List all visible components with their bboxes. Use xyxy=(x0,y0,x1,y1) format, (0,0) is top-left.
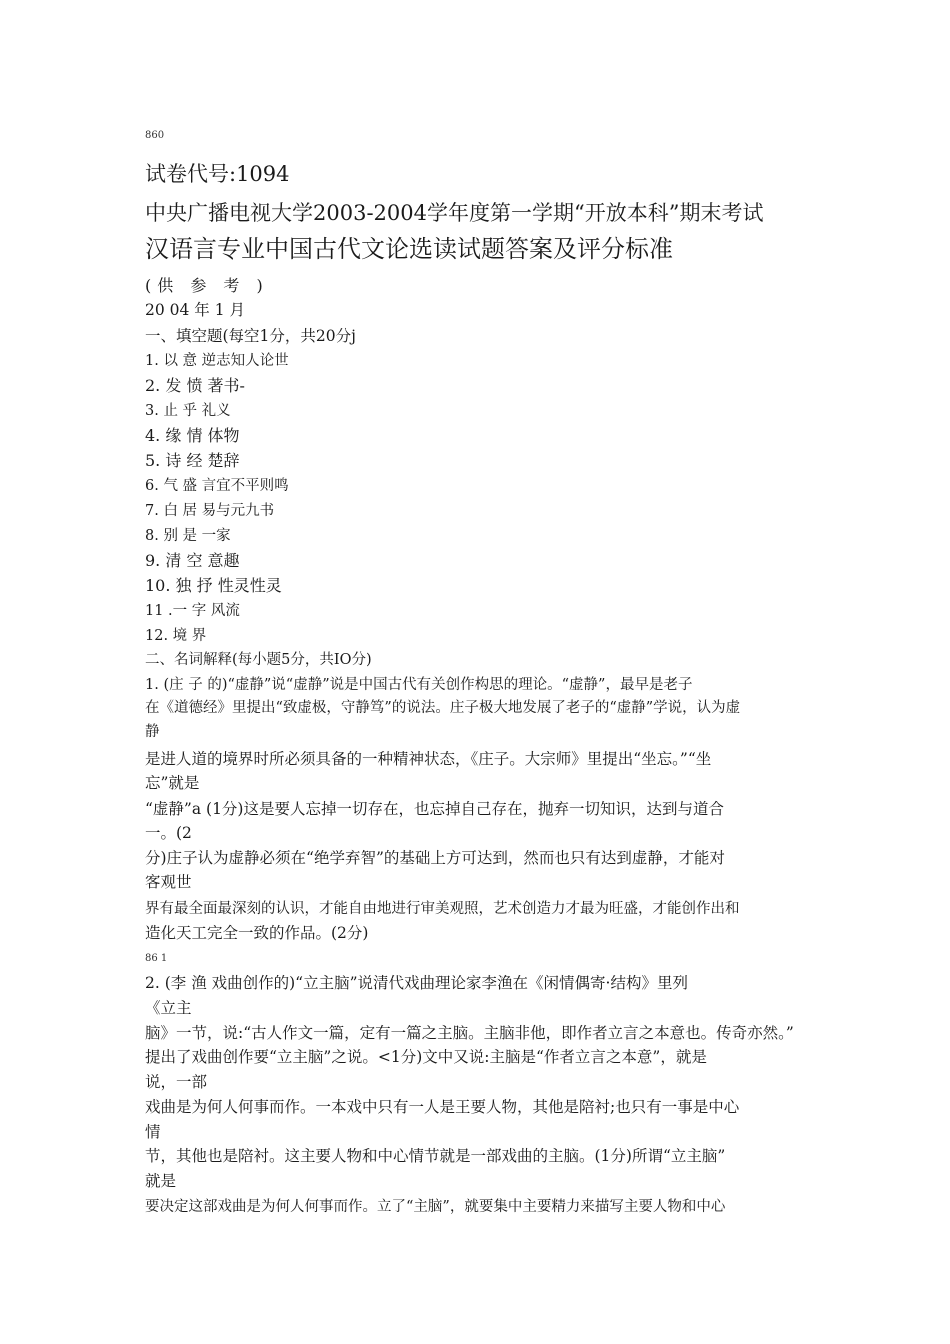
reference-note: (供 参 考 ) xyxy=(145,276,269,295)
fill-item: 10. 独 抒 性灵性灵 xyxy=(145,576,282,595)
q1-line: 分)庄子认为虚静必须在“绝学弃智”的基础上方可达到，然而也只有达到虚静，才能对 xyxy=(145,849,725,867)
section2-heading: 二、名词解释(每小题5分，共IO分) xyxy=(145,652,372,668)
q1-line: 忘”就是 xyxy=(145,774,200,792)
q2-line: 脑》一节，说:“古人作文一篇，定有一篇之主脑。主脑非他，即作者立言之本意也。传奇亦然。” xyxy=(145,1024,794,1042)
q2-line: 情 xyxy=(145,1123,161,1141)
q2-line: 要决定这部戏曲是为何人何事而作。立了“主脑”，就要集中主要精力来描写主要人物和中心 xyxy=(145,1199,726,1215)
section1-heading: 一、填空题(每空1分，共20分j xyxy=(145,327,356,345)
q1-line: 界有最全面最深刻的认识，才能自由地进行审美观照，艺术创造力才最为旺盛，才能创作出和 xyxy=(145,901,740,917)
q2-line: 2. (李 渔 戏曲创作的)“立主脑”说清代戏曲理论家李渔在《闲情偶寄·结构》里列 xyxy=(145,974,688,992)
q1-line: 1. (庄 子 的)“虚静”说“虚静”说是中国古代有关创作构思的理论。“虚静”，最早是老子 xyxy=(145,677,693,693)
fill-item: 11 .一 字 风流 xyxy=(145,603,240,619)
q2-line: 节，其他也是陪衬。这主要人物和中心情节就是一部戏曲的主脑。(1分)所谓“立主脑” xyxy=(145,1147,726,1165)
fill-item: 9. 清 空 意趣 xyxy=(145,551,240,570)
fill-item: 5. 诗 经 楚辞 xyxy=(145,451,240,470)
exam-code: 试卷代号:1094 xyxy=(145,162,290,186)
fill-item: 7. 白 居 易与元九书 xyxy=(145,503,275,519)
q2-line: 提出了戏曲创作要“立主脑”之说。<1分)文中又说:主脑是“作者立言之本意”，就是 xyxy=(145,1048,707,1066)
page-number-mid: 86 1 xyxy=(145,953,168,964)
fill-item: 6. 气 盛 言宜不平则鸣 xyxy=(145,478,289,494)
q1-line: 静 xyxy=(145,724,160,740)
q2-line: 《立主 xyxy=(145,999,192,1017)
q1-line: “虚静”a (1分)这是要人忘掉一切存在，也忘掉自己存在，抛弃一切知识，达到与道合 xyxy=(145,800,724,818)
university-heading: 中央广播电视大学2003-2004学年度第一学期“开放本科”期末考试 xyxy=(145,201,764,225)
q1-line: 在《道德经》里提出“致虚极，守静笃”的说法。庄子极大地发展了老子的“虚静”学说，认为虚 xyxy=(145,700,741,716)
document-title: 汉语言专业中国古代文论选读试题答案及评分标准 xyxy=(145,235,673,263)
fill-item: 8. 别 是 一家 xyxy=(145,528,231,544)
fill-item: 1. 以 意 逆志知人论世 xyxy=(145,353,289,369)
fill-item: 12. 境 界 xyxy=(145,628,207,644)
q1-line: 一。(2 xyxy=(145,824,192,842)
q1-line: 客观世 xyxy=(145,873,192,891)
fill-item: 4. 缘 情 体物 xyxy=(145,426,240,445)
exam-date: 20 04 年 1 月 xyxy=(145,301,246,319)
fill-item: 2. 发 愤 著书- xyxy=(145,376,245,395)
q1-line: 是进人道的境界时所必须具备的一种精神状态，《庄子。大宗师》里提出“坐忘。”“坐 xyxy=(145,750,712,768)
q2-line: 就是 xyxy=(145,1172,177,1190)
page-number-top: 860 xyxy=(145,130,165,141)
fill-item: 3. 止 乎 礼义 xyxy=(145,403,231,419)
q2-line: 戏曲是为何人何事而作。一本戏中只有一人是王要人物，其他是陪衬;也只有一事是中心 xyxy=(145,1098,740,1116)
q2-line: 说，一部 xyxy=(145,1073,208,1091)
q1-line: 造化天工完全一致的作品。(2分) xyxy=(145,924,369,942)
